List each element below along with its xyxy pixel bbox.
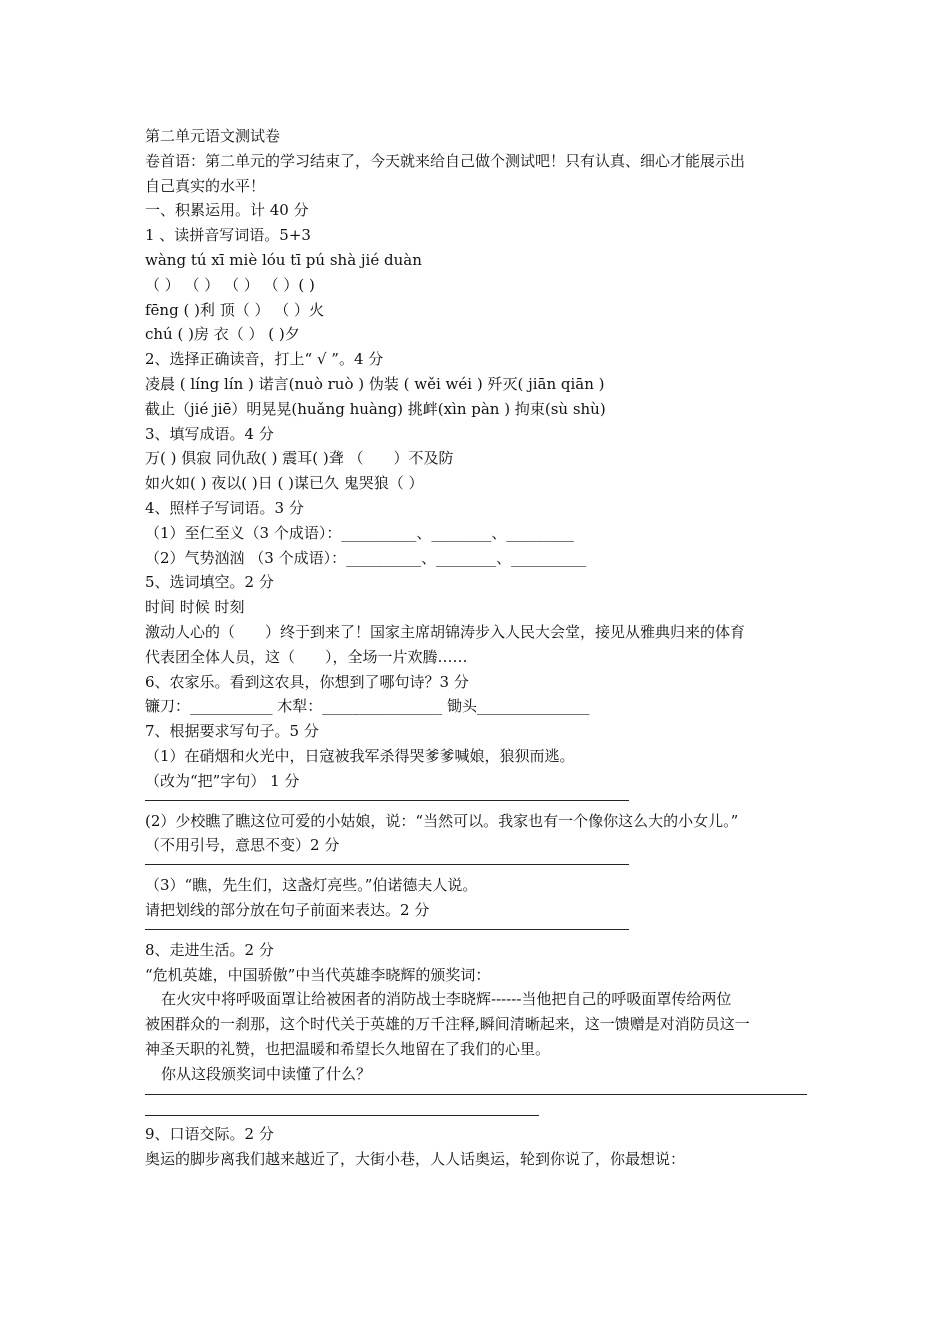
q1-pinyin: wàng tú xī miè lóu tī pú shà jié duàn	[145, 250, 422, 269]
q3-row-1: 万( ) 俱寂 同仇敌( ) 震耳( )聋 （ ）不及防	[145, 449, 454, 468]
q9-heading: 9、口语交际。2 分	[145, 1125, 274, 1144]
q6-heading: 6、农家乐。看到这农具，你想到了哪句诗？3 分	[145, 672, 469, 691]
q6-blanks: 镰刀：___________ 木犁：________________ 锄头_______________	[145, 697, 590, 716]
q7-3-answer-line[interactable]	[145, 929, 629, 930]
q8-question: 你从这段颁奖词中读懂了什么？	[161, 1064, 372, 1083]
q7-2-sentence: (2）少校瞧了瞧这位可爱的小姑娘，说：“当然可以。我家也有一个像你这么大的小女儿。”	[145, 811, 739, 830]
q1-blanks: （ ） （ ） （ ） （ ）( )	[145, 275, 315, 294]
preface-line-2: 自己真实的水平！	[145, 176, 266, 195]
q8-citation-1: 在火灾中将呼吸面罩让给被困者的消防战士李晓辉------当他把自己的呼吸面罩传给两位	[161, 990, 732, 1009]
q1-row-feng: fēng ( )利 顶（ ） （ ）火	[145, 300, 325, 319]
q7-2-answer-line[interactable]	[145, 864, 629, 865]
q3-row-2: 如火如( ) 夜以( )日 ( )谋已久 鬼哭狼（ ）	[145, 474, 424, 493]
q3-heading: 3、填写成语。4 分	[145, 424, 274, 443]
q7-2-instruction: （不用引号，意思不变）2 分	[145, 836, 340, 855]
q8-answer-line-2[interactable]	[145, 1115, 539, 1116]
q8-citation-2: 被困群众的一刹那，这个时代关于英雄的万千注释,瞬间清晰起来，这一馈赠是对消防员这一	[145, 1015, 750, 1034]
q4-item-1: （1）至仁至义（3 个成语）：__________、________、_________	[145, 523, 574, 542]
q4-item-2: （2）气势汹汹 （3 个成语）：__________、________、__________	[145, 548, 587, 567]
q7-1-instruction: （改为“把”字句） 1 分	[145, 771, 300, 790]
q1-heading: 1 、读拼音写词语。5+3	[145, 226, 311, 245]
q8-answer-line-1[interactable]	[145, 1094, 807, 1095]
document-body	[145, 124, 810, 1172]
q5-heading: 5、选词填空。2 分	[145, 573, 274, 592]
q9-text: 奥运的脚步离我们越来越近了，大街小巷，人人话奥运，轮到你说了，你最想说：	[145, 1150, 686, 1169]
q7-1-sentence: （1）在硝烟和火光中，日寇被我军杀得哭爹爹喊娘，狼狈而逃。	[145, 746, 575, 765]
q7-heading: 7、根据要求写句子。5 分	[145, 722, 319, 741]
q7-3-instruction: 请把划线的部分放在句子前面来表达。2 分	[145, 900, 430, 919]
q2-row-1: 凌晨 ( líng lín ) 诺言(nuò ruò ) 伪装 ( wěi wéi ) 歼灭( jiān qiān )	[145, 374, 605, 393]
q2-heading: 2、选择正确读音，打上“ √ ”。4 分	[145, 350, 384, 369]
q2-row-2: 截止（jié jiē）明晃晃(huǎng huàng) 挑衅(xìn pàn ) 拘束(sù shù)	[145, 399, 606, 418]
q8-citation-3: 神圣天职的礼赞，也把温暖和希望长久地留在了我们的心里。	[145, 1039, 551, 1058]
q7-3-sentence: （3）“瞧，先生们，这盏灯亮些。”伯诺德夫人说。	[145, 876, 478, 895]
q8-intro: “危机英雄，中国骄傲”中当代英雄李晓辉的颁奖词：	[145, 965, 491, 984]
q7-1-answer-line[interactable]	[145, 800, 629, 801]
preface-line-1: 卷首语：第二单元的学习结束了，今天就来给自己做个测试吧！只有认真、细心才能展示出	[145, 151, 746, 170]
section-heading-1: 一、积累运用。计 40 分	[145, 201, 309, 220]
q5-text-2: 代表团全体人员，这（ ），全场一片欢腾……	[145, 647, 468, 666]
q5-text-1: 激动人心的（ ）终于到来了！国家主席胡锦涛步入人民大会堂，接见从雅典归来的体育	[145, 622, 746, 641]
q5-options: 时间 时候 时刻	[145, 598, 245, 617]
q8-heading: 8、走进生活。2 分	[145, 940, 274, 959]
q4-heading: 4、照样子写词语。3 分	[145, 498, 304, 517]
page-title: 第二单元语文测试卷	[145, 127, 281, 145]
q1-row-chu: chú ( )房 衣（ ） ( )夕	[145, 325, 300, 344]
